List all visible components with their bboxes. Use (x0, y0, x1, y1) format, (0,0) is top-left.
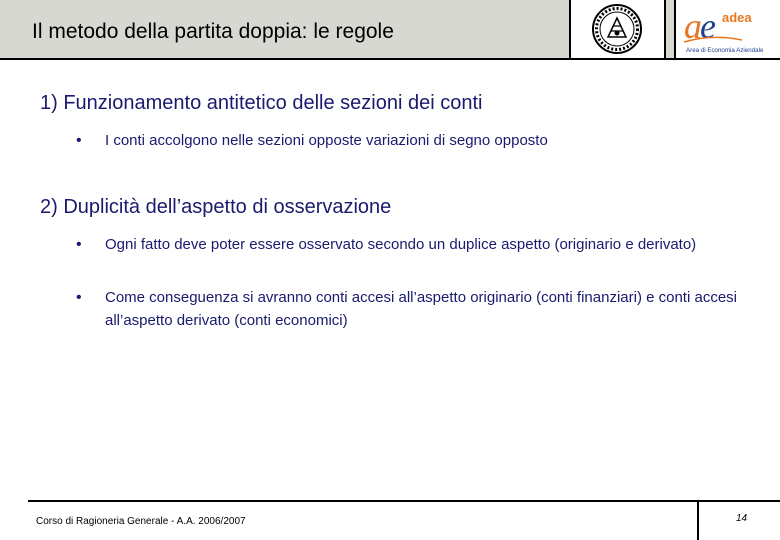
adea-logo-icon (682, 4, 778, 54)
svg-text:a: a (684, 6, 702, 46)
adea-logo-box (674, 0, 780, 58)
bullet-text-1-1: I conti accolgono nelle sezioni opposte variazioni di segno opposto (105, 132, 548, 149)
bullet-marker: • (76, 289, 82, 306)
bullet-text-2-1: Ogni fatto deve poter essere osservato secondo un duplice aspetto (originario e derivato) (105, 236, 697, 253)
footer-divider (697, 500, 699, 540)
slide-title: Il metodo della partita doppia: le regole (32, 20, 394, 43)
university-seal-icon (591, 3, 643, 55)
adea-logo-text: adea (722, 10, 752, 25)
svg-text:e: e (700, 6, 716, 46)
section-heading-2: 2) Duplicità dell’aspetto di osservazione (40, 196, 392, 218)
bullet-marker: • (76, 236, 82, 253)
footer-course-label: Corso di Ragioneria Generale - A.A. 2006/2007 (36, 516, 246, 527)
bullet-marker: • (76, 132, 82, 149)
bullet-text-2-2: Come conseguenza si avranno conti accesi all’aspetto originario (conti finanziari) e conti accesi all’aspetto derivato (conti economici) (105, 289, 737, 329)
adea-logo-subtitle: Area di Economia Aziendale (686, 47, 764, 54)
page-number: 14 (736, 513, 748, 524)
header-rule (0, 58, 780, 60)
section-heading-1: 1) Funzionamento antitetico delle sezioni dei conti (40, 92, 483, 114)
university-seal-box (569, 0, 666, 58)
slide-header (0, 0, 780, 60)
footer-rule (28, 500, 780, 502)
